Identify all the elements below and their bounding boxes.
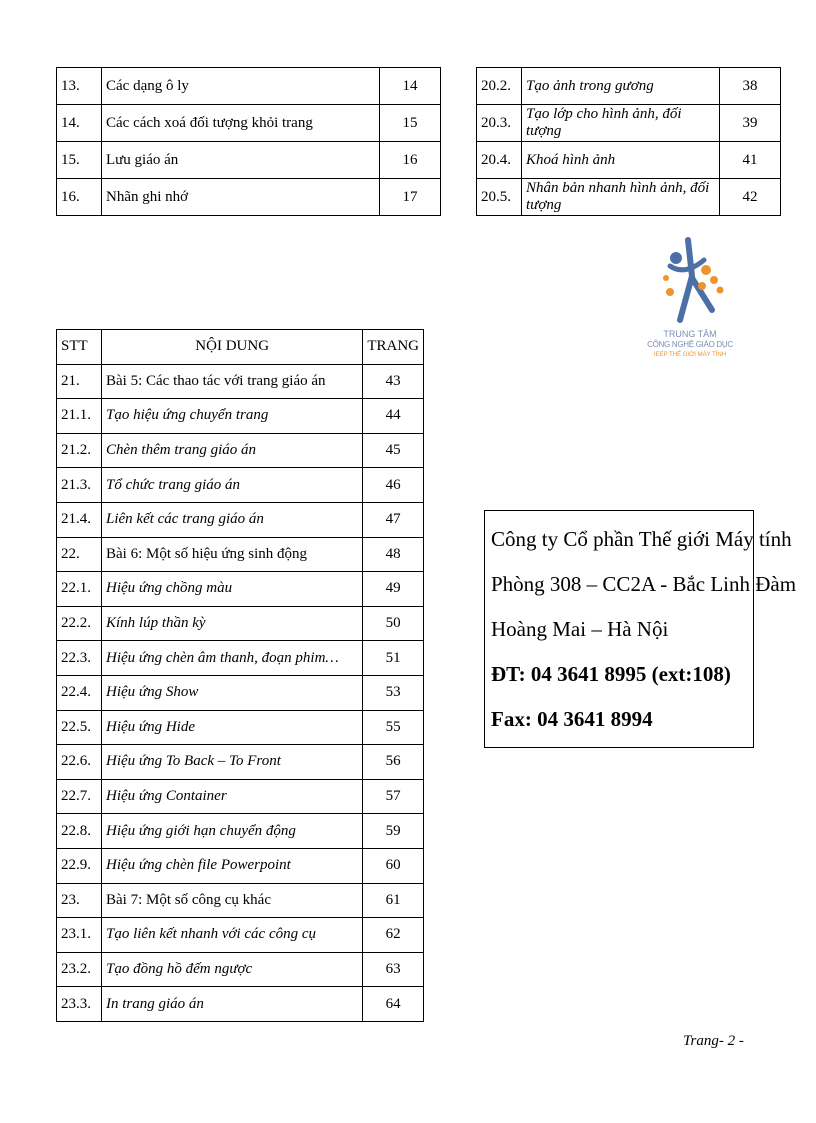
row-content: Hiệu ứng giới hạn chuyển động (102, 814, 363, 849)
row-content: In trang giáo án (102, 987, 363, 1022)
row-number: 23.1. (57, 918, 102, 953)
row-number: 21. (57, 364, 102, 399)
table-row (57, 952, 424, 987)
table-row (57, 433, 424, 468)
row-number: 21.2. (57, 433, 102, 468)
row-page: 45 (363, 433, 424, 468)
row-content: Kính lúp thần kỳ (102, 606, 363, 641)
table-row (57, 710, 424, 745)
row-page: 17 (380, 179, 441, 216)
table-row (57, 502, 424, 537)
company-logo (640, 232, 740, 372)
fax-number: Fax: 04 3641 8994 (491, 707, 653, 731)
table-row (477, 105, 781, 142)
row-page: 57 (363, 779, 424, 814)
row-page: 44 (363, 399, 424, 434)
toc-main-rows (57, 364, 424, 1021)
header-stt: STT (57, 330, 102, 365)
row-number: 23.3. (57, 987, 102, 1022)
row-number: 22.8. (57, 814, 102, 849)
row-page: 39 (720, 105, 781, 142)
row-content: Hiệu ứng Show (102, 675, 363, 710)
row-number: 22.5. (57, 710, 102, 745)
table-header-row (57, 330, 424, 365)
table-row (477, 68, 781, 105)
table-row (57, 675, 424, 710)
row-content: Tạo lớp cho hình ảnh, đối tượng (522, 105, 720, 142)
logo-caption-line2: CÔNG NGHỆ GIÁO DỤC (647, 340, 733, 349)
table-row (57, 68, 441, 105)
row-page: 60 (363, 848, 424, 883)
row-page: 16 (380, 142, 441, 179)
row-content: Tạo ảnh trong gương (522, 68, 720, 105)
table-row (477, 142, 781, 179)
row-number: 21.3. (57, 468, 102, 503)
row-content: Bài 6: Một số hiệu ứng sinh động (102, 537, 363, 572)
row-page: 55 (363, 710, 424, 745)
row-content: Nhãn ghi nhớ (102, 179, 380, 216)
row-content: Hiệu ứng chèn file Powerpoint (102, 848, 363, 883)
table-row (57, 918, 424, 953)
toc-table-main (56, 329, 424, 1022)
row-content: Liên kết các trang giáo án (102, 502, 363, 537)
row-number: 13. (57, 68, 102, 105)
row-number: 21.1. (57, 399, 102, 434)
table-row (57, 779, 424, 814)
toc-table-top-left (56, 67, 441, 216)
row-content: Chèn thêm trang giáo án (102, 433, 363, 468)
row-page: 47 (363, 502, 424, 537)
row-content: Tạo đồng hồ đếm ngược (102, 952, 363, 987)
row-page: 63 (363, 952, 424, 987)
row-page: 51 (363, 641, 424, 676)
table-row (57, 641, 424, 676)
row-page: 42 (720, 179, 781, 216)
row-number: 16. (57, 179, 102, 216)
row-page: 43 (363, 364, 424, 399)
row-content: Hiệu ứng To Back – To Front (102, 745, 363, 780)
table-row (57, 745, 424, 780)
table-row (57, 468, 424, 503)
row-page: 15 (380, 105, 441, 142)
row-content: Hiệu ứng chèn âm thanh, đoạn phim… (102, 641, 363, 676)
row-page: 50 (363, 606, 424, 641)
table-row (57, 814, 424, 849)
logo-caption-line3: IEEP THẾ GIỚI MÁY TÍNH (653, 352, 727, 358)
table-row (57, 179, 441, 216)
row-number: 22.2. (57, 606, 102, 641)
row-content: Nhân bản nhanh hình ảnh, đối tượng (522, 179, 720, 216)
address-line-1: Phòng 308 – CC2A - Bắc Linh Đàm (491, 572, 797, 596)
row-number: 20.3. (477, 105, 522, 142)
row-number: 22.9. (57, 848, 102, 883)
row-content: Bài 5: Các thao tác với trang giáo án (102, 364, 363, 399)
table-row (57, 142, 441, 179)
table-row (57, 606, 424, 641)
table-row (57, 883, 424, 918)
row-number: 22.4. (57, 675, 102, 710)
contact-box (484, 510, 797, 748)
table-row (57, 537, 424, 572)
header-page: TRANG (363, 330, 424, 365)
row-number: 22.1. (57, 572, 102, 607)
row-content: Các cách xoá đối tượng khỏi trang (102, 105, 380, 142)
row-content: Hiệu ứng Container (102, 779, 363, 814)
row-page: 62 (363, 918, 424, 953)
table-row (57, 987, 424, 1022)
table-row (57, 399, 424, 434)
row-content: Hiệu ứng chồng màu (102, 572, 363, 607)
row-number: 14. (57, 105, 102, 142)
row-page: 49 (363, 572, 424, 607)
company-name: Công ty Cổ phần Thế giới Máy tính (491, 527, 792, 551)
row-number: 22.6. (57, 745, 102, 780)
row-page: 14 (380, 68, 441, 105)
row-number: 15. (57, 142, 102, 179)
row-page: 41 (720, 142, 781, 179)
row-number: 23.2. (57, 952, 102, 987)
row-page: 53 (363, 675, 424, 710)
table-row (57, 848, 424, 883)
row-page: 61 (363, 883, 424, 918)
row-content: Hiệu ứng Hide (102, 710, 363, 745)
address-line-2: Hoàng Mai – Hà Nội (491, 617, 669, 641)
row-number: 22. (57, 537, 102, 572)
row-content: Bài 7: Một số công cụ khác (102, 883, 363, 918)
row-content: Tạo hiệu ứng chuyển trang (102, 399, 363, 434)
logo-caption-line1: TRUNG TÂM (663, 329, 717, 339)
table-row (57, 105, 441, 142)
row-content: Các dạng ô ly (102, 68, 380, 105)
row-number: 22.3. (57, 641, 102, 676)
row-content: Tạo liên kết nhanh với các công cụ (102, 918, 363, 953)
logo-figure-icon (640, 232, 740, 332)
row-page: 38 (720, 68, 781, 105)
row-number: 21.4. (57, 502, 102, 537)
row-number: 23. (57, 883, 102, 918)
row-page: 64 (363, 987, 424, 1022)
row-content: Tổ chức trang giáo án (102, 468, 363, 503)
row-number: 20.2. (477, 68, 522, 105)
table-row (57, 572, 424, 607)
row-page: 46 (363, 468, 424, 503)
row-content: Lưu giáo án (102, 142, 380, 179)
row-number: 20.5. (477, 179, 522, 216)
page-number: Trang- 2 - (683, 1033, 744, 1049)
row-page: 56 (363, 745, 424, 780)
header-content: NỘI DUNG (102, 330, 363, 365)
table-row (477, 179, 781, 216)
row-number: 22.7. (57, 779, 102, 814)
row-content: Khoá hình ảnh (522, 142, 720, 179)
row-page: 59 (363, 814, 424, 849)
phone-number: ĐT: 04 3641 8995 (ext:108) (491, 662, 731, 686)
row-page: 48 (363, 537, 424, 572)
toc-table-top-right (476, 67, 781, 216)
table-row (57, 364, 424, 399)
row-number: 20.4. (477, 142, 522, 179)
